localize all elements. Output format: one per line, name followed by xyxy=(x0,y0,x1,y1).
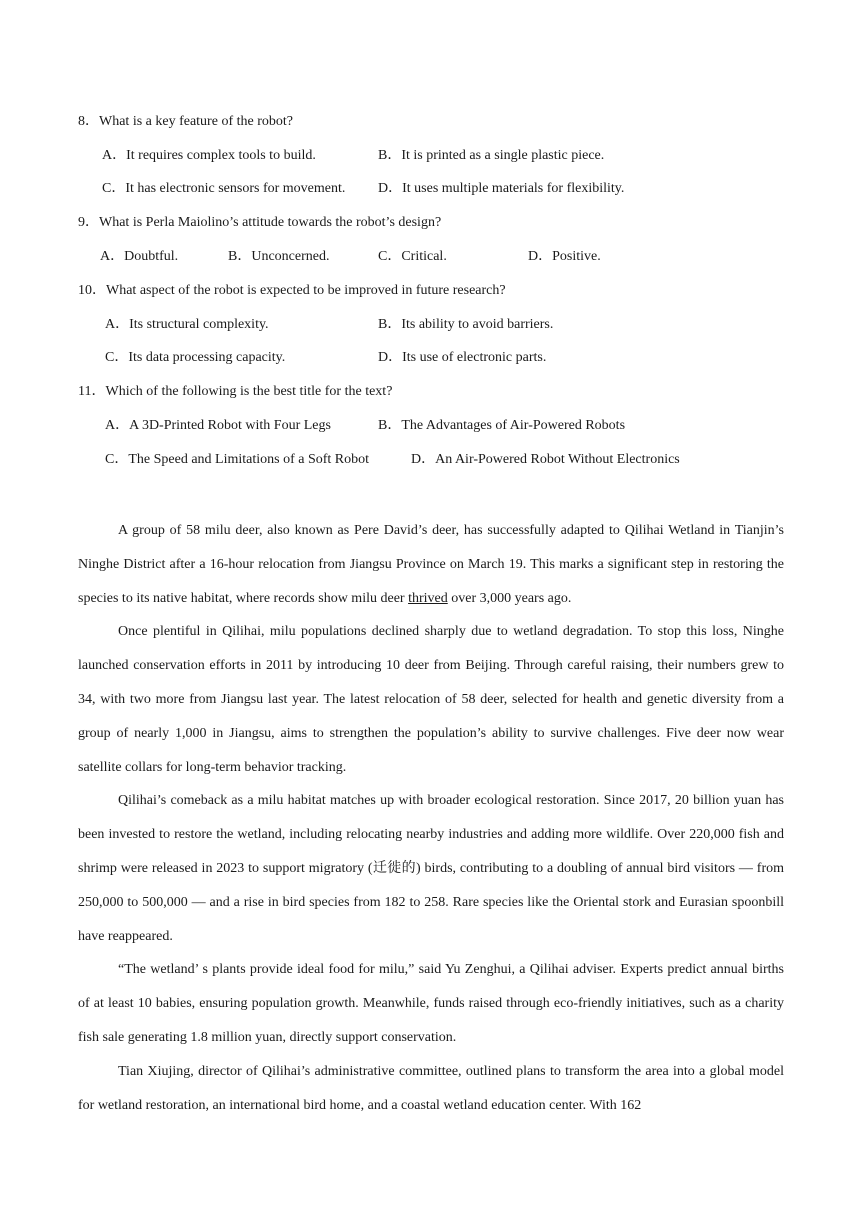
question-11-stem: 11．Which of the following is the best title for the text? xyxy=(78,384,393,399)
passage-paragraph-4: “The wetland’ s plants provide ideal food for milu,” said Yu Zenghui, a Qilihai adviser. Experts predict annual births of at least 10 babies, ensuring population growth. Meanwhile, funds raised through eco-friendly initiatives, such as a charity fish sale generating 1.8 million yuan, directly support conservation. xyxy=(78,962,784,1045)
question-10-option-a: A．Its structural complexity. xyxy=(105,317,269,332)
question-10-option-c: C．Its data processing capacity. xyxy=(105,350,286,365)
question-8-option-b: B．It is printed as a single plastic piece. xyxy=(378,148,605,163)
paragraph-1-text-end: over 3,000 years ago. xyxy=(447,590,572,606)
passage-paragraph-5: Tian Xiujing, director of Qilihai’s administrative committee, outlined plans to transform the area into a global model for wetland restoration, an international bird home, and a coastal wetland education center. With 162 xyxy=(78,1063,784,1113)
question-8-stem: 8．What is a key feature of the robot? xyxy=(78,114,293,129)
question-9-option-b: B．Unconcerned. xyxy=(228,249,330,264)
question-11-option-b: B．The Advantages of Air-Powered Robots xyxy=(378,418,626,433)
paragraph-1-text-start: A group of 58 milu deer, also known as Pere David’s deer, has successfully adapted to Qilihai Wetland in Tianjin’s Ninghe District after a 16-hour relocation from Jiangsu Province on March 19. This marks a significant step in restoring the species to its native habitat, where records show milu deer xyxy=(78,523,784,606)
question-8-option-c: C．It has electronic sensors for movement. xyxy=(102,181,346,196)
question-9-stem: 9．What is Perla Maiolino’s attitude towards the robot’s design? xyxy=(78,215,442,230)
question-8-option-a: A．It requires complex tools to build. xyxy=(102,148,316,163)
question-11-option-a: A．A 3D-Printed Robot with Four Legs xyxy=(105,418,331,433)
question-10-option-b: B．Its ability to avoid barriers. xyxy=(378,317,554,332)
underlined-word-thrived: thrived xyxy=(408,590,448,606)
reading-passage xyxy=(78,514,784,1122)
passage-paragraph-3: Qilihai’s comeback as a milu habitat matches up with broader ecological restoration. Since 2017, 20 billion yuan has been invested to restore the wetland, including relocating nearby industries and adding more wildlife. Over 220,000 fish and shrimp were released in 2023 to support migratory (迁徙的) birds, contributing to a doubling of annual bird visitors — from 250,000 to 500,000 — and a rise in bird species from 182 to 258. Rare species like the Oriental stork and Eurasian spoonbill have reappeared. xyxy=(78,793,784,944)
passage-paragraph-2: Once plentiful in Qilihai, milu populations declined sharply due to wetland degradation. To stop this loss, Ninghe launched conservation efforts in 2011 by introducing 10 deer from Beijing. Through careful raising, their numbers grew to 34, with two more from Jiangsu last year. The latest relocation of 58 deer, selected for health and genetic diversity from a group of nearly 1,000 in Jiangsu, aims to strengthen the population’s ability to survive challenges. Five deer now wear satellite collars for long-term behavior tracking. xyxy=(78,624,784,775)
question-9-option-d: D．Positive. xyxy=(528,249,601,264)
question-11-option-c: C．The Speed and Limitations of a Soft Robot xyxy=(105,452,370,467)
question-8-option-d: D．It uses multiple materials for flexibility. xyxy=(378,181,625,196)
question-11-option-d: D．An Air-Powered Robot Without Electronics xyxy=(411,452,680,467)
question-9-option-a: A．Doubtful. xyxy=(100,249,179,264)
question-10-option-d: D．Its use of electronic parts. xyxy=(378,350,547,365)
question-10-stem: 10．What aspect of the robot is expected to be improved in future research? xyxy=(78,283,506,298)
question-9-option-c: C．Critical. xyxy=(378,249,447,264)
passage-paragraph-1 xyxy=(78,514,784,615)
